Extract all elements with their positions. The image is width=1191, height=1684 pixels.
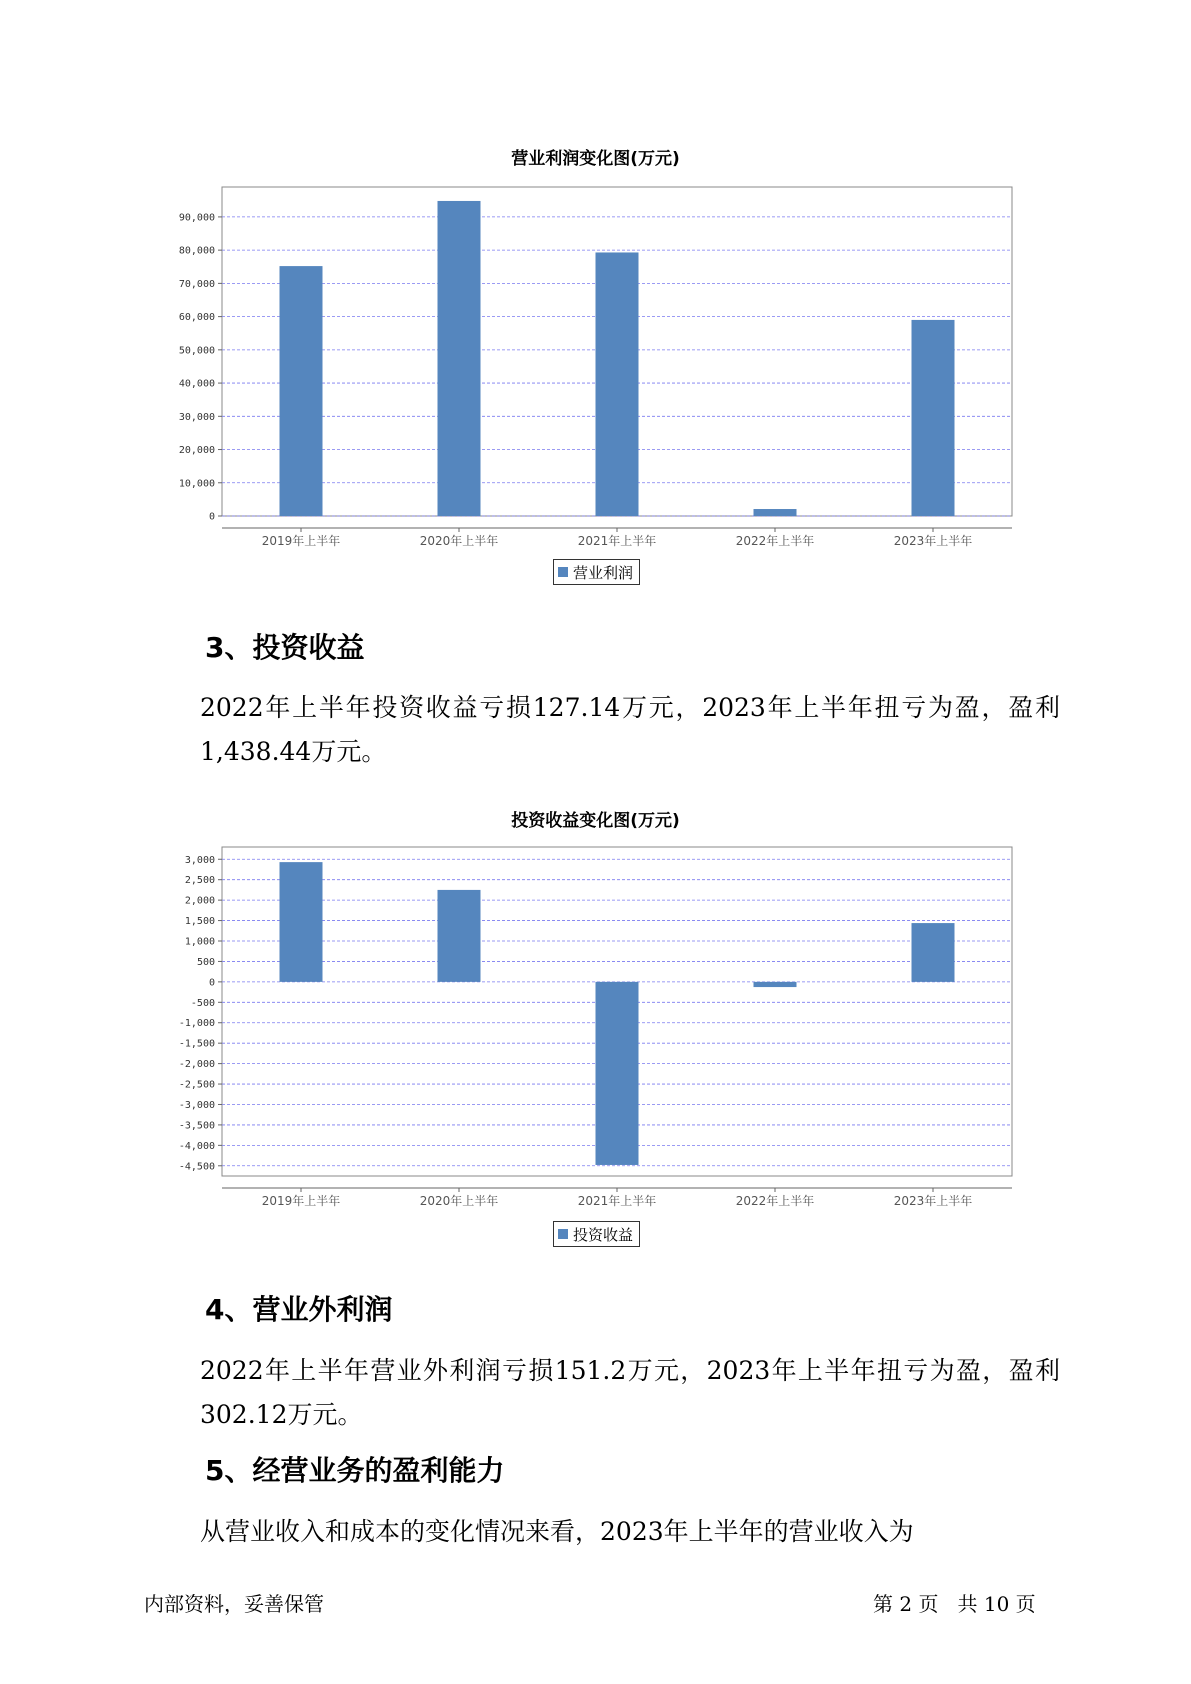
y-tick-label: -4,000 (178, 1140, 215, 1152)
y-tick-label: -500 (190, 997, 215, 1009)
bar-5 (912, 923, 955, 982)
y-tick-label: 3,000 (184, 854, 215, 866)
bar-4 (754, 982, 797, 987)
x-tick-label: 2022年上半年 (735, 534, 815, 548)
y-tick-label: 0 (208, 977, 215, 989)
footer-page-number: 第 2 页 共 10 页 (873, 1592, 1036, 1616)
investment-income-chart (0, 840, 1191, 1210)
y-tick-label: 1,000 (184, 936, 215, 948)
y-tick-label: -1,000 (178, 1018, 215, 1030)
chart2-legend (553, 1221, 640, 1247)
bar-2 (438, 890, 481, 982)
x-tick-label: 2021年上半年 (577, 534, 657, 548)
chart1-title: 营业利润变化图(万元) (511, 149, 680, 169)
bar-5 (912, 320, 955, 516)
y-tick-label: 20,000 (178, 445, 215, 457)
bar-4 (754, 509, 797, 516)
bar-3 (596, 252, 639, 516)
y-tick-label: 50,000 (178, 345, 215, 357)
y-tick-label: 40,000 (178, 378, 215, 390)
x-tick-label: 2020年上半年 (419, 534, 499, 548)
x-tick-label: 2021年上半年 (577, 1194, 657, 1208)
bar-2 (438, 201, 481, 516)
chart1-legend (553, 559, 640, 585)
x-tick-label: 2023年上半年 (893, 534, 973, 548)
bar-1 (280, 862, 323, 982)
section-3-heading: 3、投资收益 (205, 631, 365, 664)
x-tick-label: 2019年上半年 (261, 1194, 341, 1208)
y-tick-label: -2,500 (178, 1079, 215, 1091)
y-tick-label: 1,500 (184, 916, 215, 928)
bar-3 (596, 982, 639, 1165)
chart1-legend-label: 营业利润 (573, 563, 634, 582)
legend-swatch-icon (558, 1229, 568, 1239)
y-tick-label: -4,500 (178, 1161, 215, 1173)
y-tick-label: 70,000 (178, 278, 215, 290)
y-tick-label: -2,000 (178, 1059, 215, 1071)
y-tick-label: 500 (196, 956, 215, 968)
section-5-heading: 5、经营业务的盈利能力 (205, 1454, 505, 1487)
y-tick-label: 60,000 (178, 312, 215, 324)
chart2-title: 投资收益变化图(万元) (511, 811, 680, 831)
section-5-paragraph: 从营业收入和成本的变化情况来看，2023年上半年的营业收入为 (200, 1517, 914, 1546)
operating-profit-chart (0, 180, 1191, 550)
bar-1 (280, 266, 323, 516)
section-4-paragraph: 2022年上半年营业外利润亏损151.2万元，2023年上半年扭亏为盈，盈利302.12万元。 (200, 1356, 1060, 1429)
footer-confidential-note: 内部资料，妥善保管 (144, 1592, 324, 1616)
y-tick-label: 30,000 (178, 411, 215, 423)
y-tick-label: 2,000 (184, 895, 215, 907)
y-tick-label: 0 (208, 511, 215, 523)
x-tick-label: 2019年上半年 (261, 534, 341, 548)
x-tick-label: 2022年上半年 (735, 1194, 815, 1208)
legend-swatch-icon (558, 567, 568, 577)
chart2-legend-label: 投资收益 (573, 1225, 634, 1244)
y-tick-label: 80,000 (178, 245, 215, 257)
section-3-paragraph: 2022年上半年投资收益亏损127.14万元，2023年上半年扭亏为盈，盈利1,438.44万元。 (200, 693, 1060, 766)
section-4-heading: 4、营业外利润 (205, 1293, 393, 1326)
y-tick-label: -3,500 (178, 1120, 215, 1132)
y-tick-label: -1,500 (178, 1038, 215, 1050)
y-tick-label: 90,000 (178, 212, 215, 224)
y-tick-label: 10,000 (178, 478, 215, 490)
x-tick-label: 2020年上半年 (419, 1194, 499, 1208)
y-tick-label: -3,000 (178, 1099, 215, 1111)
x-tick-label: 2023年上半年 (893, 1194, 973, 1208)
y-tick-label: 2,500 (184, 875, 215, 887)
